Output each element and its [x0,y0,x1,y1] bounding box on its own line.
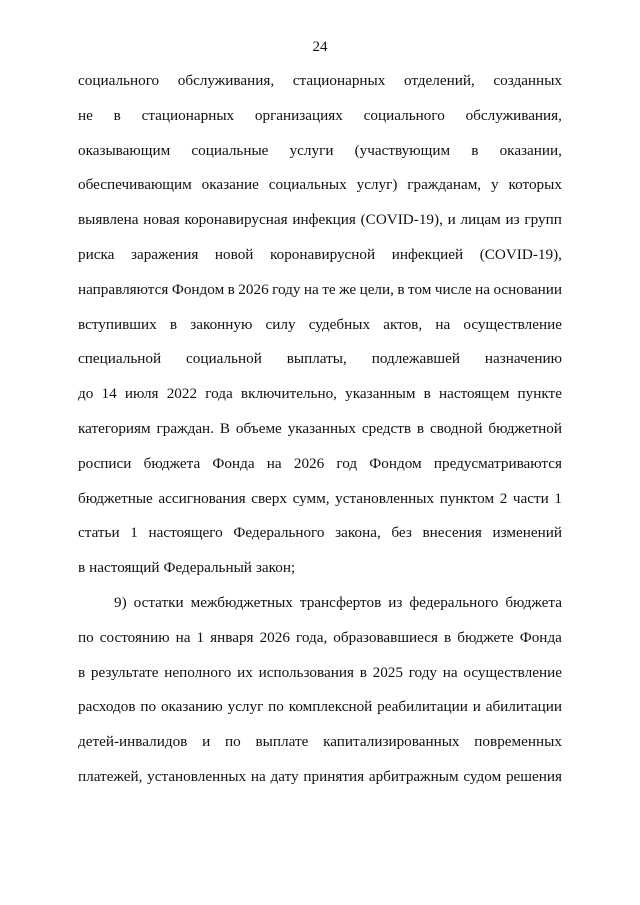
word: бюджета [143,454,201,472]
word: настоящем [438,385,510,403]
word: решения [505,768,562,785]
page-number: 24 [312,39,328,55]
word: групп [524,211,562,229]
text-line [78,141,562,161]
word: без [391,524,412,542]
word: назначению [484,350,562,368]
word: из [388,594,403,611]
text-line [78,697,562,717]
word: трансфертов [299,594,382,611]
word: выявлена [78,211,139,229]
word: Фонда [212,454,255,472]
word: пункте [517,385,562,403]
word: инфекция [292,211,356,229]
word: бюджетные [78,489,153,507]
word: не [78,106,93,124]
word: изменений [492,524,562,542]
word: Фондом [369,454,422,472]
word: настоящий [89,559,160,577]
word: коронавирусной [270,246,376,263]
word: года [205,385,233,403]
word: категориям [78,420,151,437]
word: в [416,420,425,437]
word: расходов [78,698,136,716]
word: абилитации [485,698,562,716]
word: те [322,280,336,298]
word: году [408,663,438,681]
word: цели, [359,280,394,298]
word: их [237,663,253,681]
word: В [219,420,231,437]
word: бюджета [505,594,562,611]
word: указанным [345,385,416,403]
text-line [78,558,562,578]
word: услуг [227,698,264,716]
text-line [78,489,562,509]
word: 2026 [259,628,290,646]
word: 1 [196,628,205,646]
word: средств [361,420,412,437]
word: новая [143,211,180,229]
word: социальной [186,350,262,368]
text-line [78,245,562,265]
word: социального [363,106,445,124]
word: остатки [133,594,184,611]
word: оказанию [160,698,223,716]
word: принятия [303,768,365,785]
word: по [225,733,241,751]
word: в [227,280,235,298]
word: закона, [335,524,381,542]
word: в [444,628,452,646]
text-line [78,210,562,230]
word: (COVID-19), [479,246,562,263]
word: комплексной [288,698,373,716]
word: из [505,211,520,229]
word: росписи [78,454,132,472]
word: и [447,211,456,229]
word: услуги [289,141,334,159]
word: обслуживания, [465,106,562,124]
word: судом [463,768,502,785]
word: коронавирусная [184,211,288,229]
text-line [78,593,562,613]
word: дату [270,768,299,785]
word: 2022 [166,385,198,403]
word: января [210,628,254,646]
text-line [78,315,562,335]
word: социальные [191,141,269,159]
word: оказывающим [78,141,171,159]
word: года, [295,628,328,646]
word: части [512,489,549,507]
word: заражения [130,246,199,263]
word: в [78,559,86,577]
word: риска [78,246,115,263]
word: бюджете [457,628,514,646]
word: неполного [164,663,232,681]
word: по [78,628,94,646]
word: закон; [255,559,296,577]
word: и [202,733,211,751]
text-line [78,419,562,439]
word: статьи [78,524,120,542]
word: повременных [474,733,562,751]
word: обслуживания, [177,72,275,89]
text-line [78,106,562,126]
word: 2025 [372,663,403,681]
word: оказание [201,176,259,194]
word: в [359,663,367,681]
word: до [78,385,94,403]
word: сводной [429,420,483,437]
word: арбитражным [368,768,459,785]
word: числе [434,280,472,298]
word: отделений, [403,72,475,89]
word: пунктом [439,489,495,507]
word: социальных [268,176,347,194]
word: сумм, [292,489,330,507]
text-line [78,523,562,543]
word: Фонда [519,628,562,646]
word: внесения [422,524,482,542]
word: 2026 [238,280,269,298]
word: оказании, [499,141,562,159]
word: лицам [460,211,501,229]
word: 14 [101,385,117,403]
word: 1 [130,524,138,542]
word: образовавшиеся [333,628,438,646]
word: году [272,280,301,298]
word: граждан. [156,420,214,437]
word: на [475,280,490,298]
word: в [423,385,431,403]
word: стационарных [141,106,235,124]
word: (участвующим [354,141,451,159]
word: актов, [383,315,423,333]
word: использования [258,663,354,681]
word: услуг) [356,176,398,194]
word: у [491,176,499,194]
word: в [169,315,178,333]
word: на [266,454,282,472]
word: направляются [78,280,169,298]
word: капитализированных [323,733,460,751]
word: на [250,768,266,785]
word: осуществление [463,663,562,681]
word: в [397,280,405,298]
word: социального [78,72,160,89]
word: настоящего [148,524,223,542]
word: на [435,315,451,333]
word: ассигнования [158,489,246,507]
word: созданных [493,72,562,89]
text-line [78,663,562,683]
text-line [78,454,562,474]
word: осуществление [463,315,562,333]
word: на [442,663,458,681]
text-line [78,384,562,404]
word: состоянию [99,628,170,646]
word: межбюджетных [190,594,293,611]
word: детей-инвалидов [78,733,188,751]
text-line [78,628,562,648]
text-line [78,175,562,195]
word: в [113,106,121,124]
word: предусматриваются [433,454,562,472]
word: инфекцией [391,246,464,263]
word: год [336,454,358,472]
word: по [140,698,157,716]
word: силу [265,315,296,333]
word: сверх [251,489,287,507]
word: 2026 [293,454,325,472]
word: результате [90,663,159,681]
word: специальной [78,350,162,368]
word: организациях [254,106,343,124]
word: бюджетной [488,420,562,437]
word: стационарных [292,72,386,89]
text-line [78,767,562,787]
word: вступивших [78,315,157,333]
text-line [78,349,562,369]
word: новой [214,246,254,263]
word: законную [190,315,253,333]
word: платежей, [78,768,143,785]
word: 9) [114,594,127,611]
text-line [78,732,562,752]
word: гражданам, [407,176,482,194]
word: 2 [499,489,508,507]
word: и [472,698,481,716]
word: обеспечивающим [78,176,192,194]
word: включительно, [240,385,337,403]
word: федерального [409,594,499,611]
word: в [471,141,479,159]
word: Федерального [233,524,325,542]
word: том [408,280,432,298]
word: Фондом [171,280,225,298]
word: Федеральный [163,559,252,577]
word: судебных [308,315,371,333]
text-line [78,280,562,300]
word: по [268,698,284,716]
word: основании [493,280,562,298]
word: выплаты, [286,350,347,368]
word: на [303,280,319,298]
word: же [339,280,357,298]
word: указанных [287,420,356,437]
word: (COVID-19), [360,211,443,229]
word: установленных [147,768,247,785]
word: подлежавшей [371,350,460,368]
word: выплате [255,733,309,751]
text-line [78,71,562,91]
word: установленных [335,489,435,507]
word: реабилитации [377,698,468,716]
word: 1 [554,489,562,507]
word: в [78,663,86,681]
word: июля [124,385,159,403]
word: на [175,628,191,646]
word: которых [508,176,562,194]
word: объеме [235,420,282,437]
